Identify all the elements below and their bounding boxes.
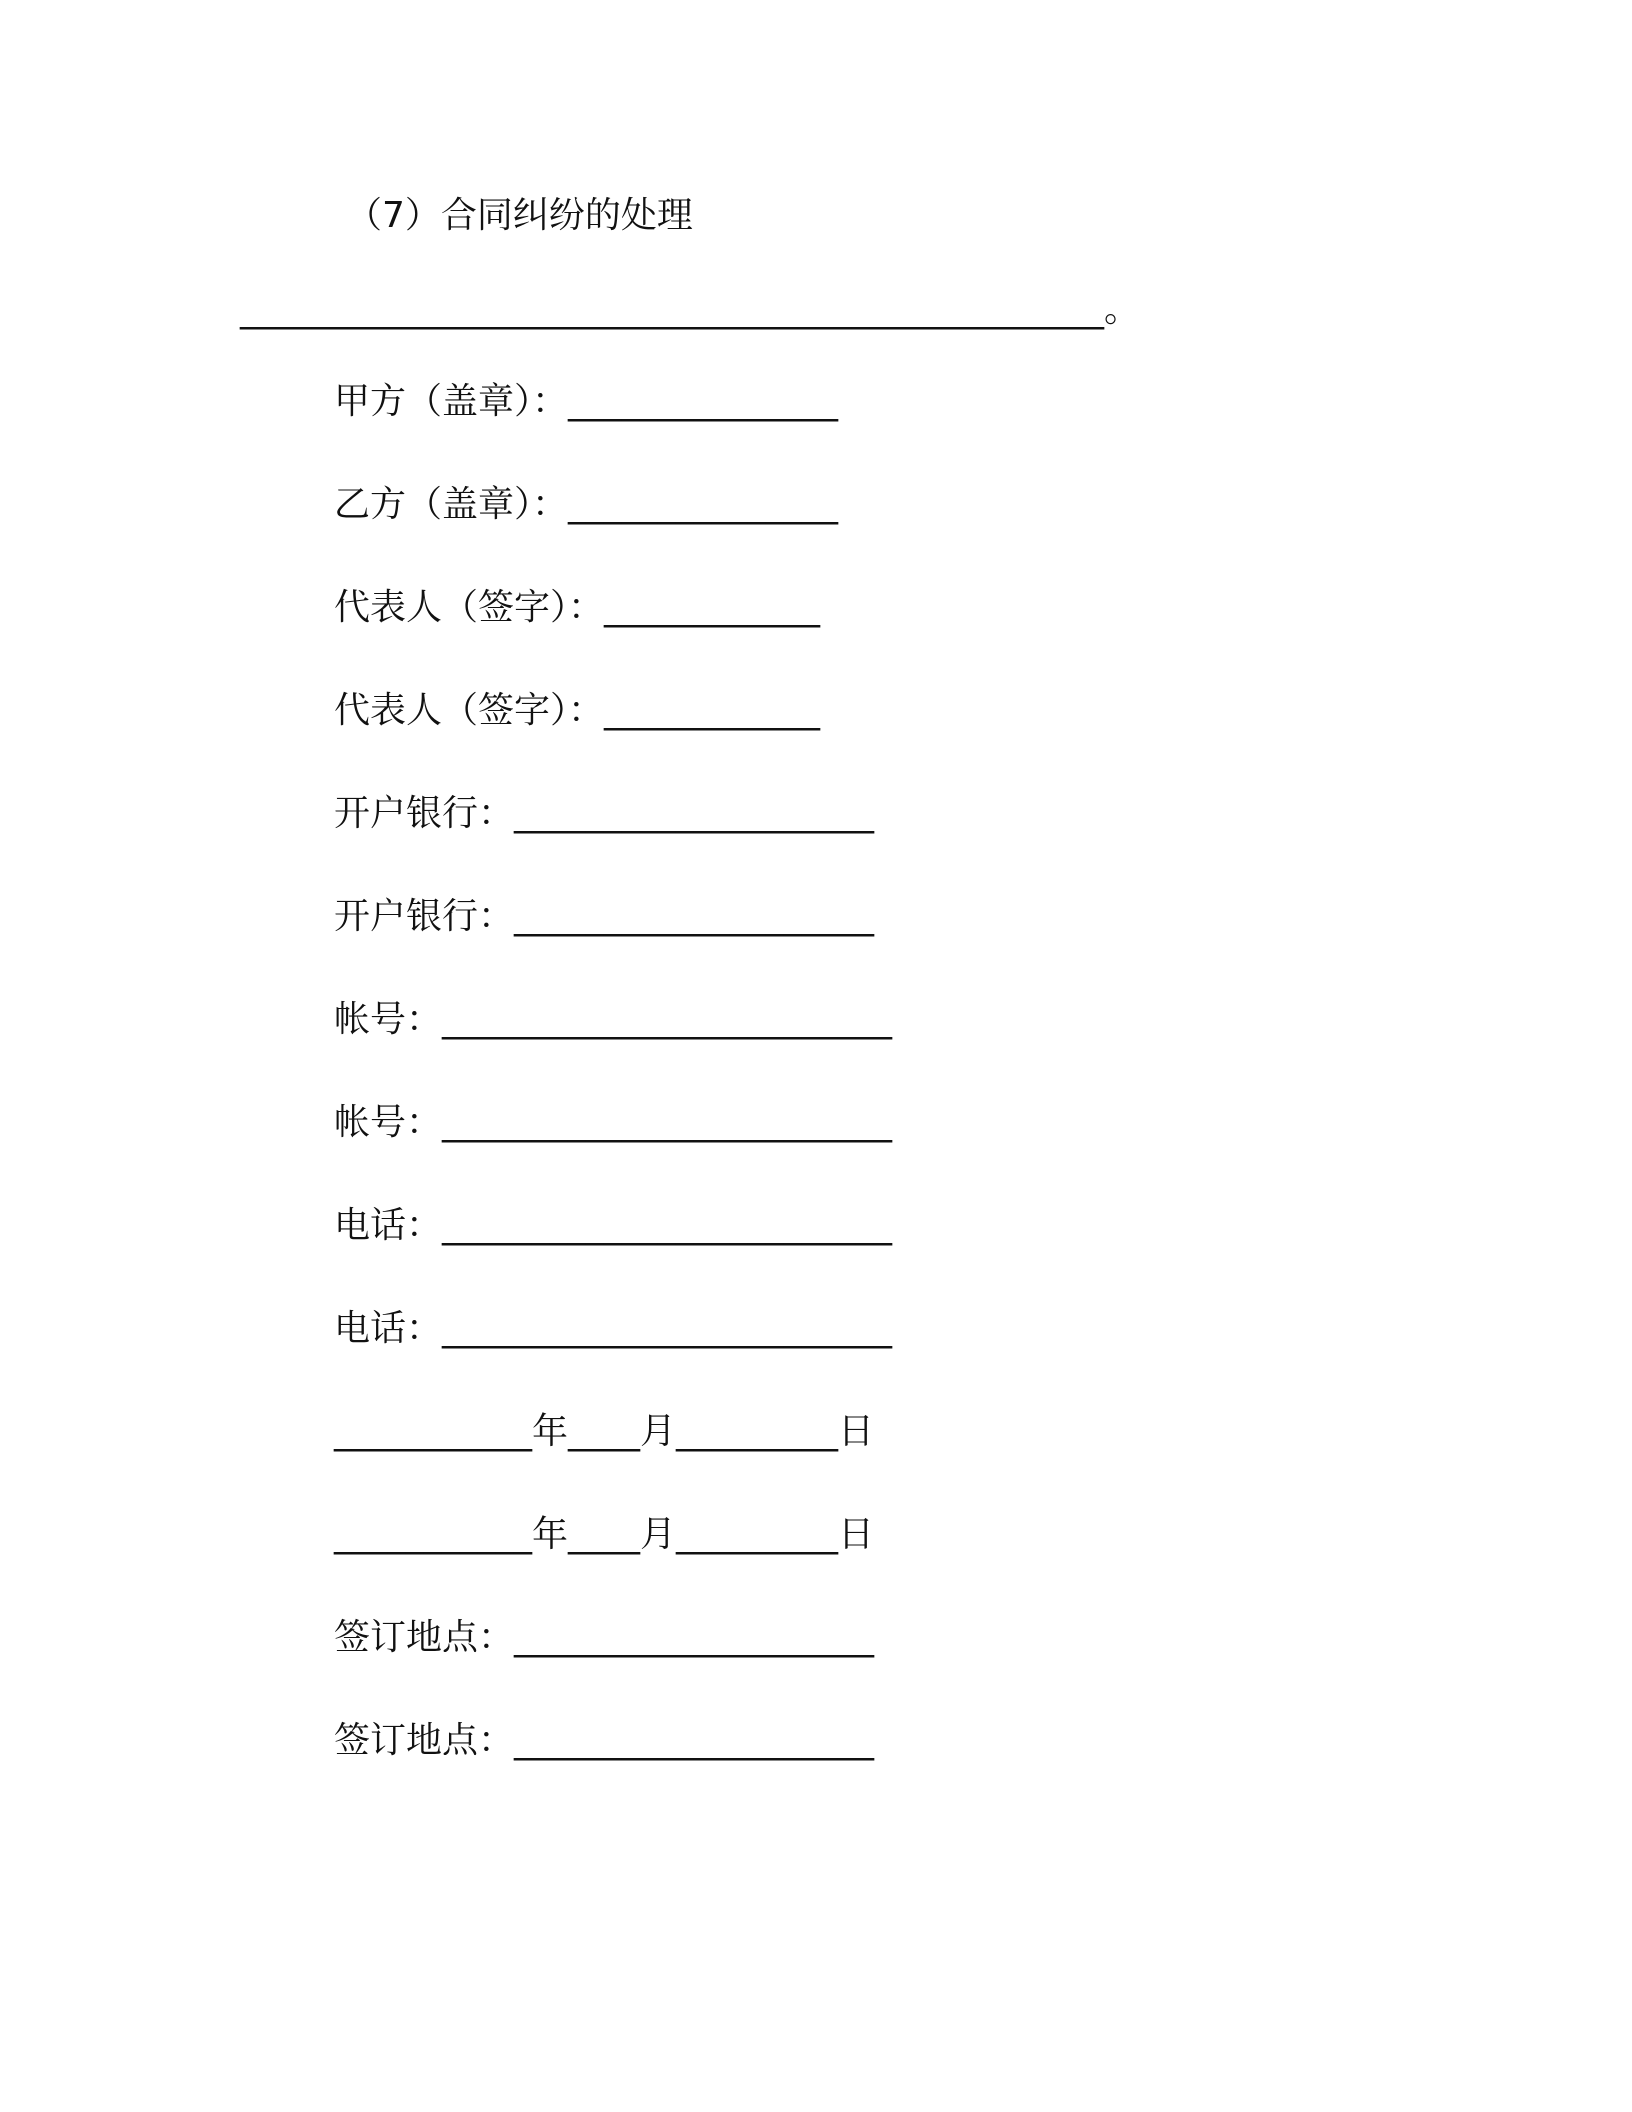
signing-location-line-b: 签订地点：____________________ [334, 1720, 875, 1761]
clause-7-title: （7）合同纠纷的处理 [346, 195, 693, 236]
date-line-a: ___________年____月_________日 [334, 1411, 874, 1452]
party-b-seal-line: 乙方（盖章）：_______________ [334, 484, 839, 525]
phone-line-b: 电话：_________________________ [334, 1308, 893, 1349]
representative-signature-line-a: 代表人（签字）：____________ [334, 587, 821, 628]
account-number-line-a: 帐号：_________________________ [334, 999, 893, 1040]
dispute-handling-blank-line: ________________________________________________。 [240, 289, 1140, 330]
party-a-seal-line: 甲方（盖章）：_______________ [334, 381, 839, 422]
date-line-b: ___________年____月_________日 [334, 1514, 874, 1555]
account-number-line-b: 帐号：_________________________ [334, 1102, 893, 1143]
signing-location-line-a: 签订地点：____________________ [334, 1617, 875, 1658]
bank-line-b: 开户银行：____________________ [334, 896, 875, 937]
representative-signature-line-b: 代表人（签字）：____________ [334, 690, 821, 731]
bank-line-a: 开户银行：____________________ [334, 793, 875, 834]
phone-line-a: 电话：_________________________ [334, 1205, 893, 1246]
